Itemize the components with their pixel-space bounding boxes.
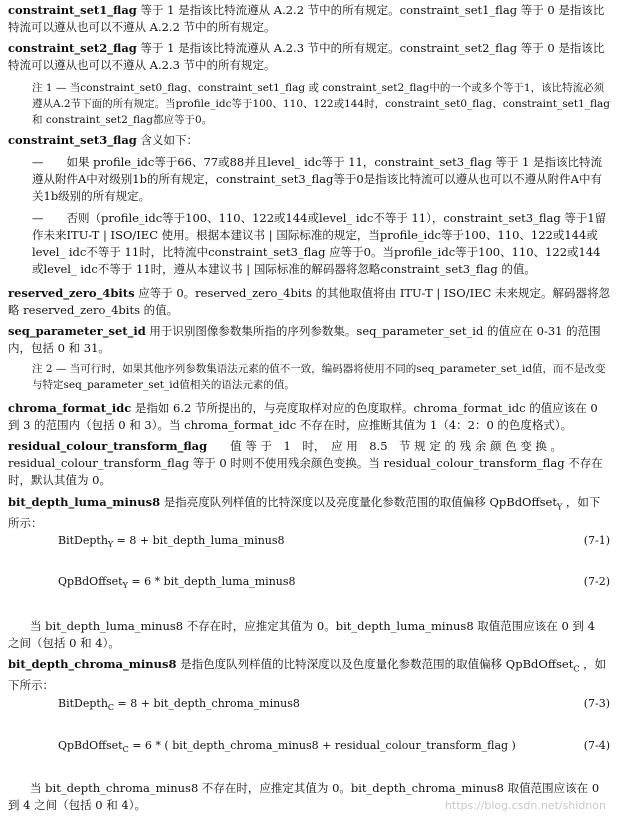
equation-lhs: BitDepth [58,534,108,547]
equation-number: (7-3) [583,697,610,710]
term-chroma-format-idc: chroma_format_idc [8,401,132,415]
paragraph-text: 用于识别图像参数集所指的序列参数集。seq_parameter_set_id 的值应在 0-31 的范围内，包括 0 和 31。 [8,324,601,355]
term-constraint-set3-flag: constraint_set3_flag [8,133,137,147]
subscript: Y [122,581,128,591]
subscript: C [573,664,580,674]
paragraph-text: 含义如下： [136,133,198,147]
paragraph-chroma-range: 当 bit_depth_chroma_minus8 不存在时，应推定其值为 0。bit_depth_chroma_minus8 取值范围应该在 0 到 4 之间（包括 0 和 4）。 [8,781,600,812]
equation-7-1 [58,534,610,550]
paragraph-constraint-set2 [8,40,610,74]
dash-item-1: — 如果 profile_idc等于66、77或88并且level_ idc等于 11，constraint_set3_flag 等于 1 是指该比特流遵从附件A中对级别1b的所有规定，constraint_set3_flag等于0是指该比特流可以遵从也可以不遵从附件A中有关1b级别的所有规定。 [32,155,603,203]
subscript: C [107,703,115,713]
term-constraint-set2-flag: constraint_set2_flag [8,41,137,55]
paragraph-reserved-zero [8,285,610,319]
paragraph-bit-depth-luma [8,494,610,532]
equation-lhs: BitDepth [58,697,108,710]
equation-number: (7-1) [583,534,610,547]
equation-number: (7-2) [583,575,610,588]
paragraph-text: 应等于 0。reserved_zero_4bits 的其他取值将由 ITU-T | ISO/IEC 未来规定。解码器将忽略 reserved_zero_4bits 的值。 [8,286,610,317]
term-bit-depth-chroma-minus8: bit_depth_chroma_minus8 [8,657,177,671]
paragraph-text: 等于 1 是指该比特流遵从 A.2.2 节中的所有规定。constraint_set1_flag 等于 0 是指该比特流可以遵从也可以不遵从 A.2.2 节中的所有规定。 [8,3,605,34]
term-residual-colour-transform-flag: residual_colour_transform_flag [8,439,208,453]
subscript: C [122,745,129,755]
paragraph-bit-depth-chroma [8,656,610,694]
paragraph-luma-range: 当 bit_depth_luma_minus8 不存在时，应推定其值为 0。bit_depth_luma_minus8 取值范围应该在 0 到 4 之间（包括 0 和 4）。 [8,619,595,650]
equation-lhs: QpBdOffset [58,739,123,752]
paragraph-text-tail: ，如下所示： [8,657,607,693]
equation-7-3 [58,697,610,713]
subscript: Y [556,502,563,512]
equation-rhs: = 8 + bit_depth_luma_minus8 [113,534,285,547]
term-reserved-zero-4bits: reserved_zero_4bits [8,286,135,300]
paragraph-text: 是指亮度队列样值的比特深度以及亮度量化参数范围的取值偏移 QpBdOffset [160,495,557,509]
subscript: Y [107,540,114,550]
note-2: 注 2 — 当可行时，如果其他序列参数集语法元素的值不一致，编码器将使用不同的seq_parameter_set_id值，而不是改变与特定seq_parameter_set_id值相关的语法元素的值。 [32,363,606,391]
paragraph-text: 值 等 于 1 时， 应 用 8.5 节 规 定 的 残 余 颜 色 变 换 。residual_colour_transform_flag 等于 0 时则不使用残余颜色变换。当 residual_colour_transform_flag 不存在时，默认其值为 0。 [8,439,603,487]
equation-7-2 [58,575,610,591]
paragraph-text-tail: ，如下所示： [8,495,601,531]
paragraph-constraint-set3 [8,132,610,149]
paragraph-residual-colour-transform [8,438,610,489]
dash-item-2: — 否则（profile_idc等于100、110、122或144或level_ idc不等于 11），constraint_set3_flag 等于1留作未来ITU-T | ISO/IEC 使用。根据本建议书 | 国际标准的规定，当profile_idc等于100、110、122或144或level_ idc不等于 11时，比特流中constraint_set3_flag 应等于0。当profile_idc等于100、110、122或144或level_ idc不等于 11时，遵从本建议书 | 国际标准的解码器将忽略constraint_set3_flag 的值。 [32,211,607,276]
paragraph-text: 是指如 6.2 节所提出的，与亮度取样对应的色度取样。chroma_format_idc 的值应该在 0 到 3 的范围内（包括 0 和 3）。当 chroma_format_idc 不存在时，应推断其值为 1（4：2：0 的色度格式）。 [8,401,598,432]
paragraph-text: 是指色度队列样值的比特深度以及色度量化参数范围的取值偏移 QpBdOffset [176,657,574,671]
equation-number: (7-4) [583,739,610,752]
paragraph-constraint-set1 [8,2,610,36]
term-constraint-set1-flag: constraint_set1_flag [8,3,137,17]
note-1: 注 1 — 当constraint_set0_flag、constraint_set1_flag 或 constraint_set2_flag中的一个或多个等于1，该比特流必须遵从A.2节下面的所有规定。当profile_idc等于100、110、122或144时，constraint_set0_flag、constraint_set1_flag 和 constraint_set2_flag都应等于0。 [32,82,610,126]
equation-7-4 [58,739,610,755]
watermark-url: https://blog.csdn.net/shidnon [444,799,606,812]
equation-rhs: = 6 * bit_depth_luma_minus8 [127,575,296,588]
equation-lhs: QpBdOffset [58,575,123,588]
equation-rhs: = 8 + bit_depth_chroma_minus8 [114,697,300,710]
paragraph-text: 等于 1 是指该比特流遵从 A.2.3 节中的所有规定。constraint_set2_flag 等于 0 是指该比特流可以遵从也可以不遵从 A.2.3 节中的所有规定。 [8,41,605,72]
term-bit-depth-luma-minus8: bit_depth_luma_minus8 [8,495,161,509]
equation-rhs: = 6 * ( bit_depth_chroma_minus8 + residual_colour_transform_flag ) [128,739,516,752]
paragraph-seq-parameter-set-id [8,323,610,357]
paragraph-chroma-format-idc [8,400,610,434]
term-seq-parameter-set-id: seq_parameter_set_id [8,324,146,338]
